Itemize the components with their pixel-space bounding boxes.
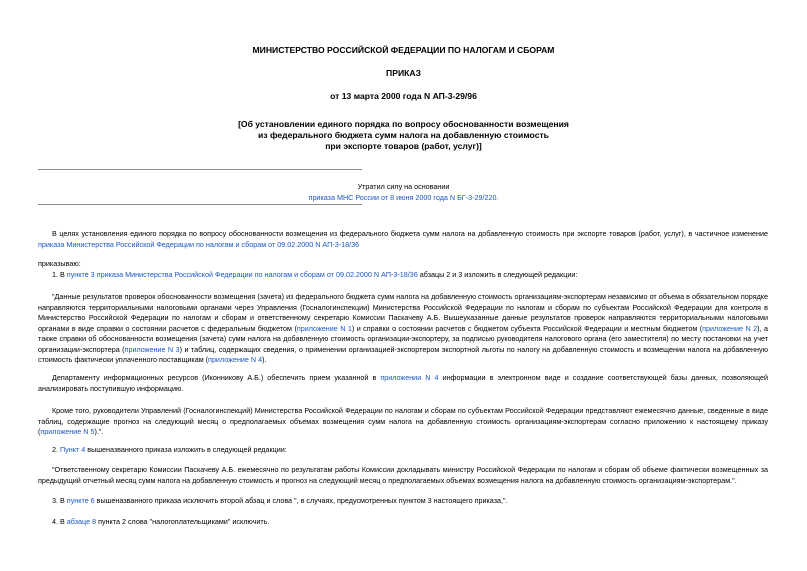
item-3-suffix: вышеназванного приказа исключить второй абзац и слова ", в случаях, предусмотренных пунктом 3 настоящего приказа,".	[94, 496, 508, 505]
item-1-prefix: 1. В	[52, 270, 67, 279]
item-3-prefix: 3. В	[52, 496, 67, 505]
dept-b: информации в электронном виде и создание соответствующей базы данных, позволяющей анализировать поступившую информацию.	[38, 373, 768, 393]
document-type: ПРИКАЗ	[386, 68, 421, 78]
item-2	[38, 445, 768, 456]
ministry-name: МИНИСТЕРСТВО РОССИЙСКОЙ ФЕДЕРАЦИИ ПО НАЛОГАМ И СБОРАМ	[252, 45, 555, 55]
document-title	[0, 119, 807, 152]
appendix-4-link[interactable]: приложение N 4	[208, 355, 263, 364]
divider-bottom	[38, 204, 362, 205]
lapsed-basis-link[interactable]: приказа МНС России от 8 июня 2000 года N БГ-3-29/220.	[308, 193, 499, 202]
divider-top	[38, 169, 362, 170]
item-1	[38, 270, 768, 281]
item-4-link[interactable]: абзаце 8	[66, 517, 97, 526]
appendix-2-link[interactable]: приложение N 2	[702, 323, 758, 333]
item-3	[38, 496, 768, 507]
quote-2-paragraph: "Ответственному секретарю Комиссии Паскачеву А.Б. ежемесячно по результатам работы Комиссии докладывать министру Российской Федерации по налогам и сборам об объеме фактически возмещенных за предыдущий отчетный месяц сумм налога на добавленную стоимость и прогноз на следующий месяц о предполагаемых объемах возмещения налога на добавленную стоимость организациям-экспортерам.".	[38, 465, 768, 485]
quote-1-paragraph	[38, 292, 768, 366]
item-4-prefix: 4. В	[52, 517, 67, 526]
appendix-3-link[interactable]: приложение N 3	[124, 344, 180, 354]
lapsed-note: Утратил силу на основании	[357, 182, 450, 191]
intro-paragraph	[38, 229, 768, 250]
title-line-1: [Об установлении единого порядка по вопросу обоснованности возмещения	[238, 119, 569, 129]
appendix-5-link[interactable]: приложение N 5	[40, 427, 95, 436]
quote-1-c: ), а также справки об обоснованности возмещения (зачета) сумм налога на добавленную стоимость организации-экспортеру, за подписью руководителя налогового органа (его заместителя) по месту постановки на учет организации-экспортера (	[38, 323, 768, 354]
item-4-suffix: пункта 2 слова "налогоплательщиками" исключить.	[96, 517, 270, 526]
order-word: приказываю:	[38, 259, 81, 268]
quote-1-a: "Данные результатов проверок обоснованности возмещения (зачета) из федерального бюджета сумм налога на добавленную стоимость организациям-экспортерам независимо от объема в обязательном порядке направляются территориальными налоговыми органами через Управления (Госналогинспекции) Министерства Российской Федерации по налогам и сборам по субъектам Российской Федерации для контроля в Министерство Российской Федерации по налогам и сборам и ответственному секретарю Комиссии Паскачеву А.Б. Вышеуказанные данные результатов проверок направляются территориальными налоговыми органами в виде справки о состоянии расчетов с федеральным бюджетом (	[38, 292, 768, 333]
item-3-link[interactable]: пункте 6	[66, 496, 95, 505]
also-paragraph	[38, 406, 768, 438]
title-line-3: при экспорте товаров (работ, услуг)]	[325, 141, 482, 151]
item-2-prefix: 2.	[52, 445, 60, 454]
item-1-link[interactable]: пункте 3 приказа Министерства Российской Федерации по налогам и сборам от 09.02.2000 N АП-3-18/36	[66, 270, 418, 279]
item-1-suffix: абзацы 2 и 3 изложить в следующей редакции:	[417, 270, 578, 279]
document-date-number: от 13 марта 2000 года N АП-3-29/96	[330, 91, 477, 101]
quote-1-e: ).	[262, 355, 267, 364]
intro-link[interactable]: приказа Министерства Российской Федерации по налогам и сборам от 09.02.2000 N АП-3-18/36	[38, 239, 360, 249]
appendix-1-link[interactable]: приложение N 1	[296, 323, 352, 333]
item-2-link[interactable]: Пункт 4	[60, 445, 86, 454]
also-b: ).".	[94, 427, 104, 436]
department-paragraph	[38, 373, 768, 394]
dept-a: Департаменту информационных ресурсов (Иконникову А.Б.) обеспечить прием указанной в	[52, 373, 381, 382]
quote-1-d: ) и таблиц, содержащих сведения, о применении организацией-экспортером экспортной льготы по налогу на добавленную стоимость и возмещении налога на добавленную стоимость фактически уплаченного поставщикам (	[38, 344, 768, 364]
item-2-suffix: вышеназванного приказа изложить в следующей редакции:	[85, 445, 287, 454]
appendix-4-ref-link[interactable]: приложении N 4	[380, 373, 439, 382]
title-line-2: из федерального бюджета сумм налога на добавленную стоимость	[258, 130, 549, 140]
intro-text: В целях установления единого порядка по вопросу обоснованности возмещения из федерального бюджета сумм налога на добавленную стоимость при экспорте товаров (работ, услуг), в частичное изменение	[52, 229, 768, 238]
item-4	[38, 517, 768, 528]
also-a: Кроме того, руководители Управлений (Госналогинспекций) Министерства Российской Федерации по налогам и сборам по субъектам Российской Федерации представляют ежемесячно данные, сведенные в виде таблиц, содержащие прогноз на следующий месяц о предполагаемых объемах возмещения сумм налога на добавленную стоимость организациям-экспортерам согласно приложению к настоящему приказу (	[38, 406, 768, 436]
quote-1-b: ) и справки о состоянии расчетов с бюджетом субъекта Российской Федерации и местным бюджетом (	[351, 323, 703, 333]
